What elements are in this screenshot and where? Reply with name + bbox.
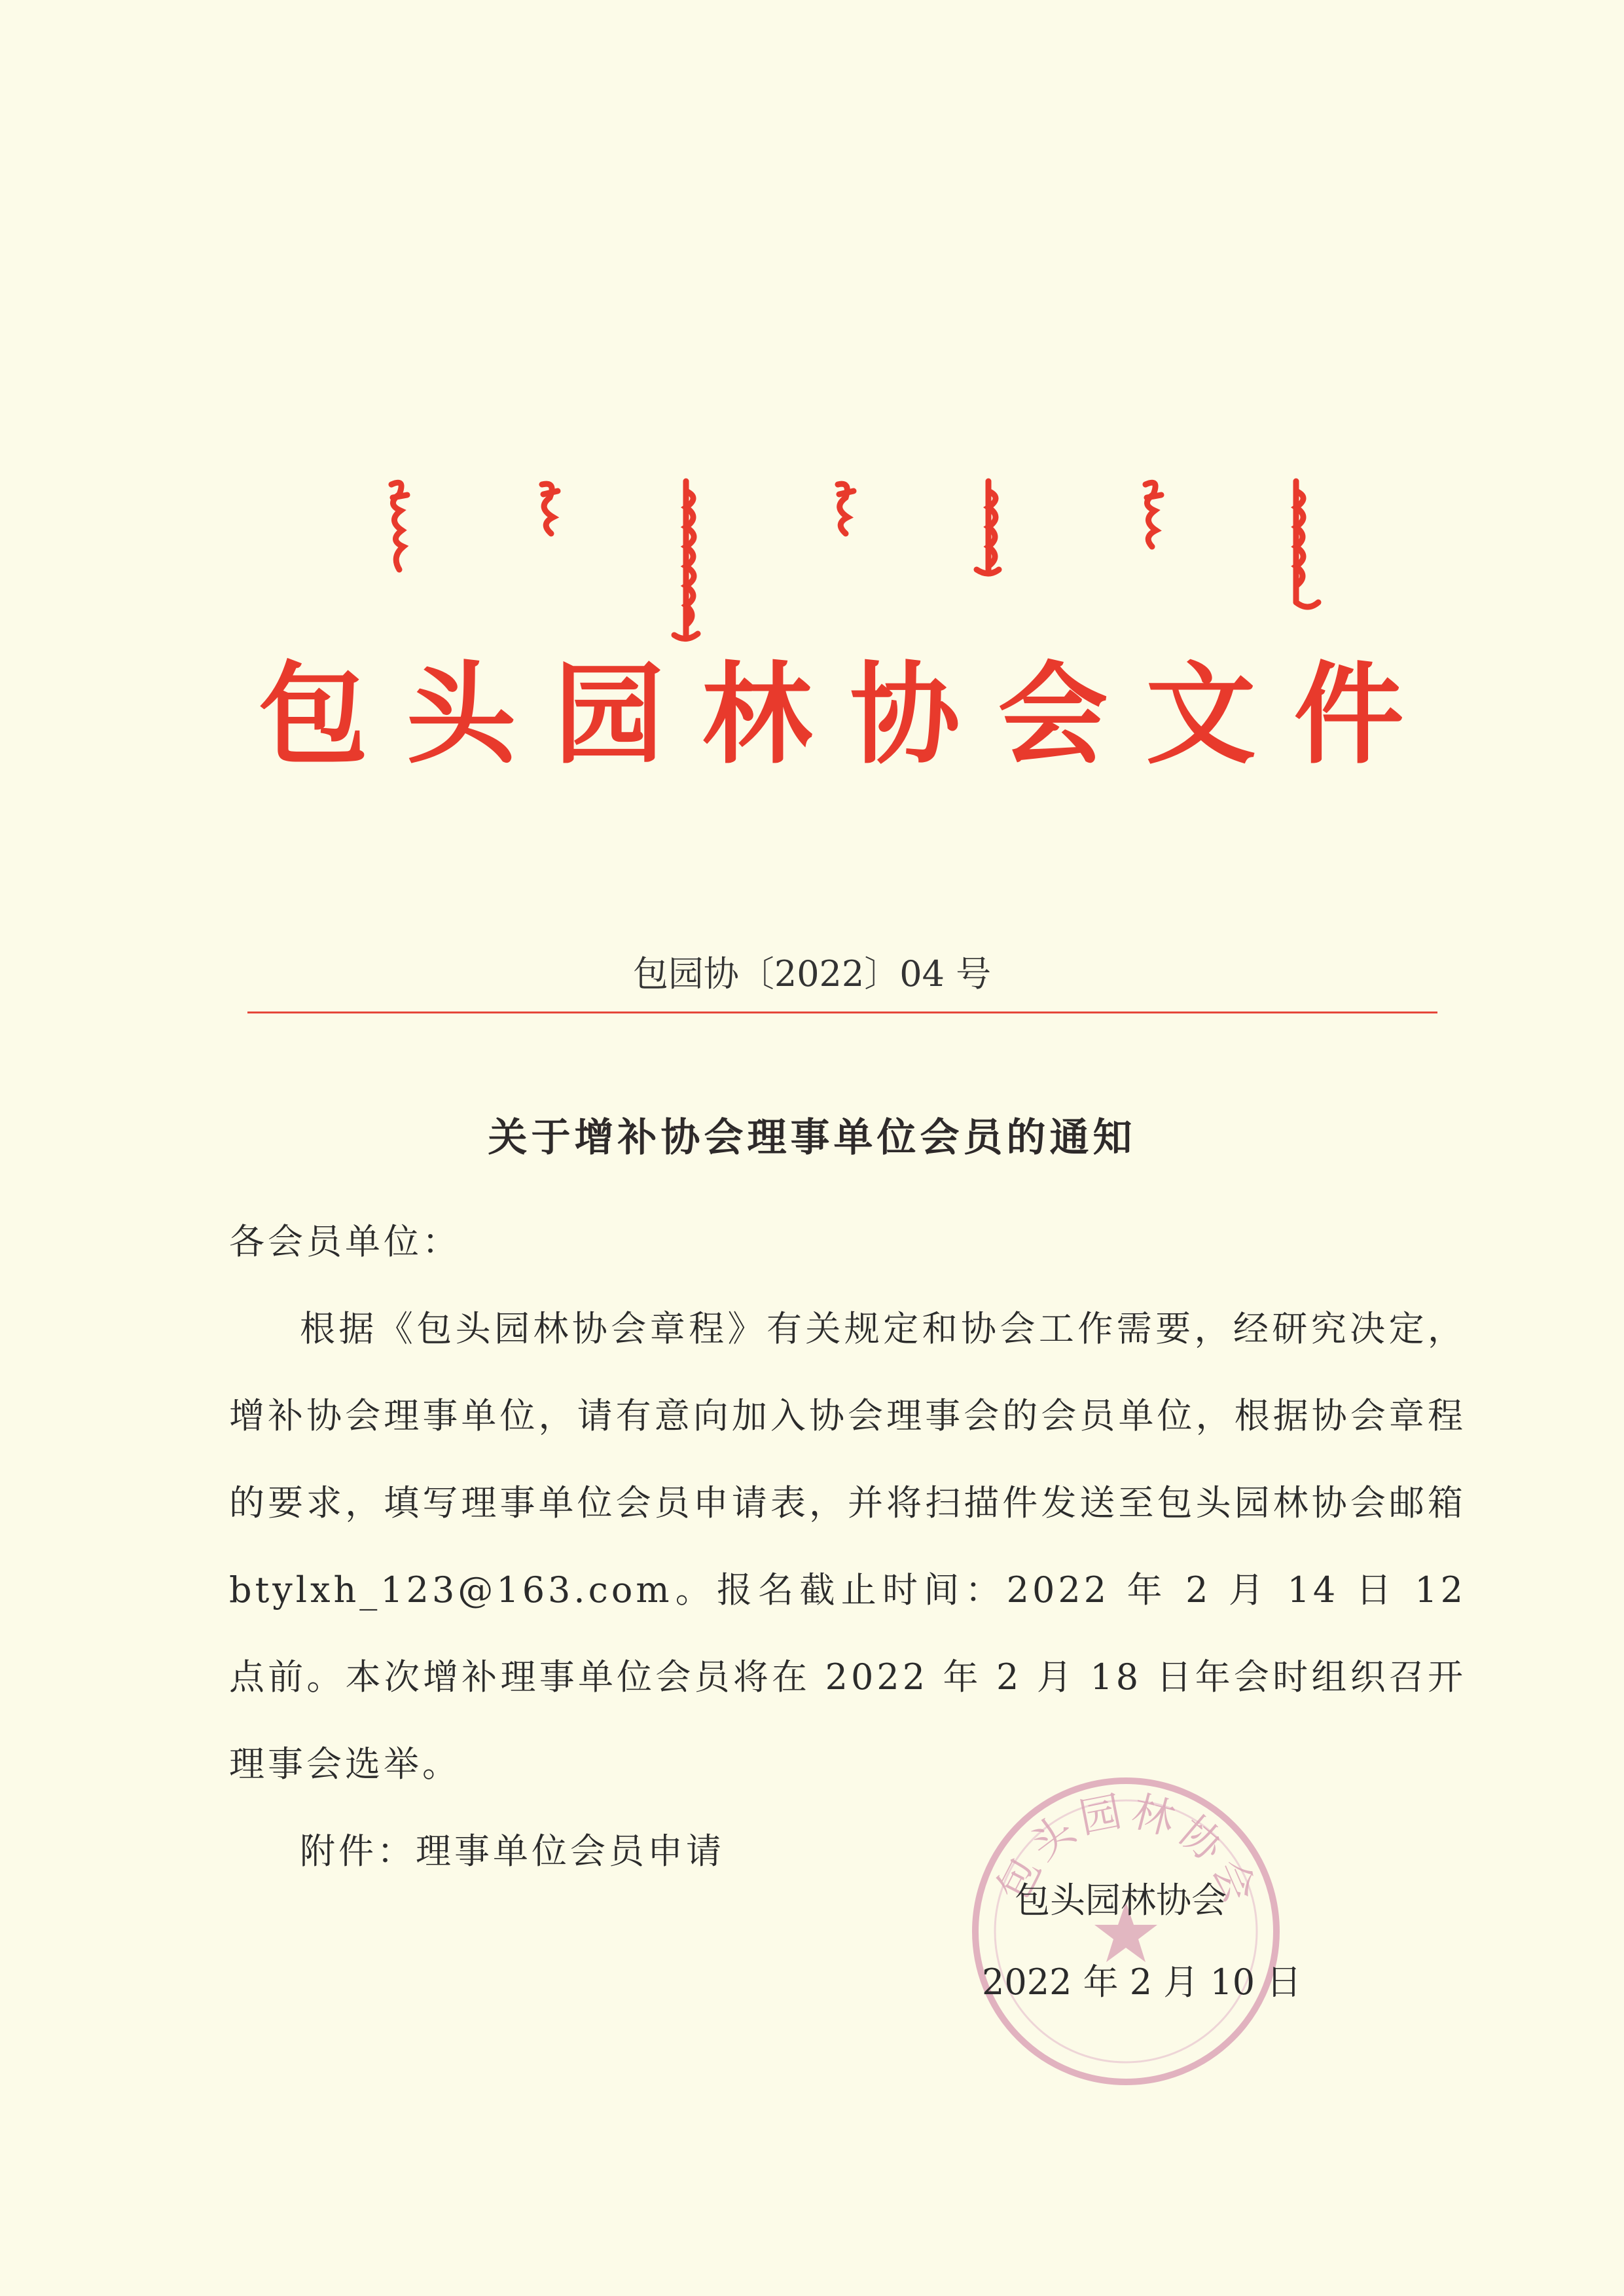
official-seal — [962, 1768, 1290, 2095]
notice-paragraph: 根据《包头园林协会章程》有关规定和协会工作需要，经研究决定，增补协会理事单位，请有意向加入协会理事会的会员单位，根据协会章程的要求，填写理事单位会员申请表，并将扫描件发送至包头园林协会邮箱 btylxh_123@163.com。报名截止时间：2022 年 2 月 14 日 12 点前。本次增补理事单位会员将在 2022 年 2 月 18 日年会时组织召开理事会选举。 — [229, 1308, 1466, 1785]
red-divider — [247, 1011, 1437, 1013]
seal-text: 包头园林协会 — [988, 1787, 1267, 1916]
document-number: 包园协〔2022〕04 号 — [632, 953, 992, 994]
notice-title: 关于增补协会理事单位会员的通知 — [488, 1115, 1136, 1161]
seal-icon — [962, 1768, 1290, 2095]
signature-organization: 包头园林协会 — [1015, 1880, 1227, 1921]
document-header-title: 包头园林协会文件 — [258, 651, 1442, 779]
salutation: 各会员单位： — [229, 1221, 461, 1262]
signature-date: 2022 年 2 月 10 日 — [982, 1961, 1302, 2003]
mongolian-script-icon — [380, 471, 1335, 655]
attachment-line: 附件：理事单位会员申请 — [300, 1831, 725, 1872]
mongolian-header — [380, 471, 1335, 655]
